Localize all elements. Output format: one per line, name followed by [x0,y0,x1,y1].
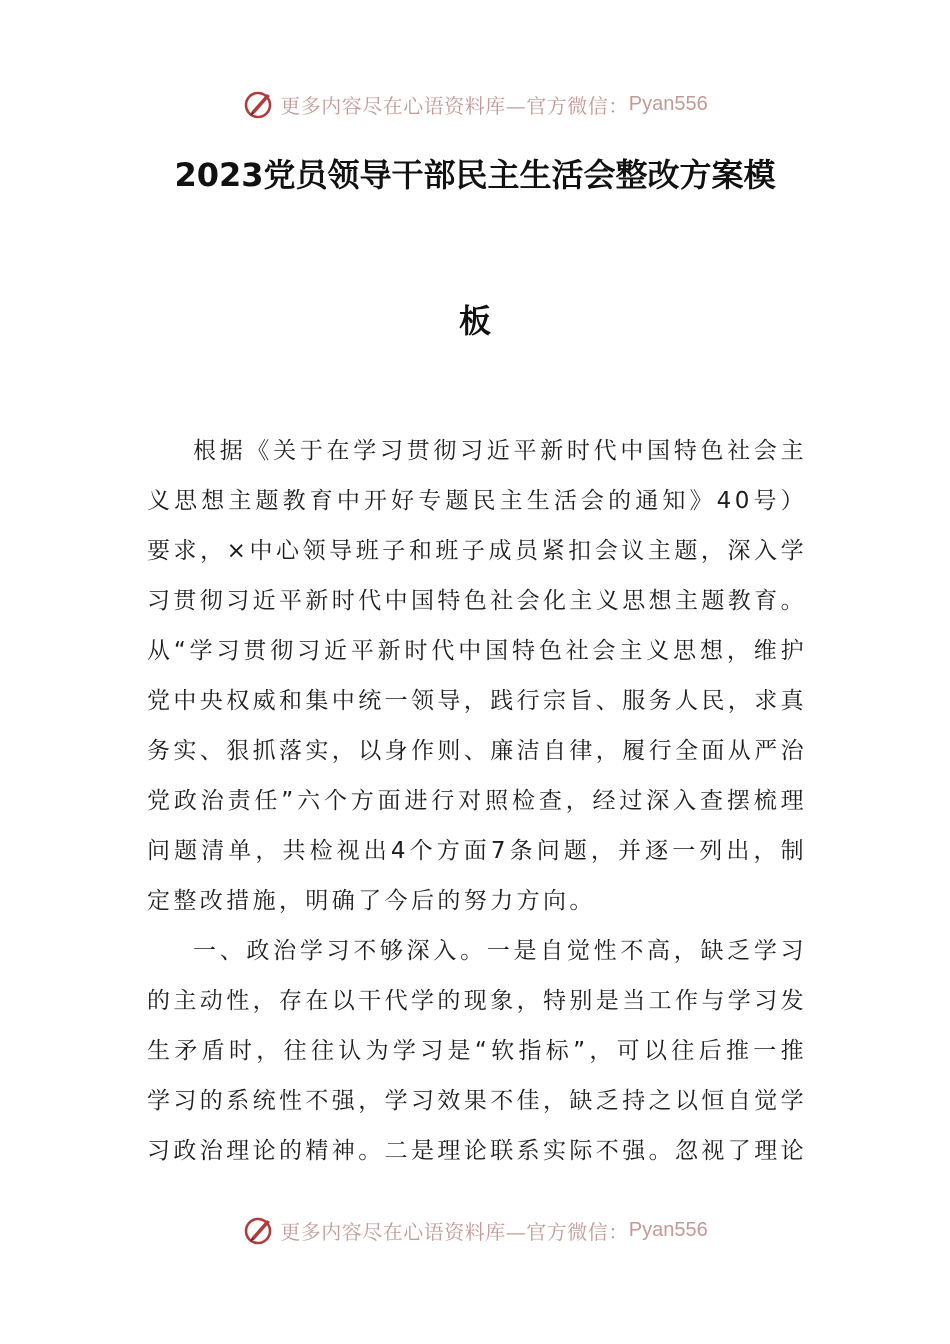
header-wechat-id: Pyan556 [628,92,708,115]
document-title-line-1: 2023党员领导干部民主生活会整改方案模 [174,156,776,194]
body-paragraph-section-1: 一、政治学习不够深入。一是自觉性不高，缺乏学习的主动性，存在以干代学的现象，特别是当工作与学习发生矛盾时，往往认为学习是“软指标”，可以往后推一推学习的系统性不强，学习效果不佳，缺乏持之以恒自觉学习政治理论的精神。二是理论联系实际不强。忽视了理论 [147,938,807,1164]
pen-circle-logo-icon [242,87,276,121]
footer-watermark-banner [0,1208,950,1252]
document-body [147,426,807,1176]
header-watermark-text: 更多内容尽在心语资料库—官方微信： [280,93,629,118]
body-paragraph-intro: 根据《关于在学习贯彻习近平新时代中国特色社会主义思想主题教育中开好专题民主生活会的通知》40号）要求，×中心领导班子和班子成员紧扣会议主题，深入学习贯彻习近平新时代中国特色社会化主义思想主题教育。从“学习贯彻习近平新时代中国特色社会主义思想，维护党中央权威和集中统一领导，践行宗旨、服务人民，求真务实、狠抓落实，以身作则、廉洁自律，履行全面从严治党政治责任”六个方面进行对照检查，经过深入查摆梳理问题清单，共检视出4个方面7条问题，并逐一列出，制定整改措施，明确了今后的努力方向。 [147,438,807,914]
pen-circle-logo-icon [242,1213,276,1247]
footer-wechat-id: Pyan556 [628,1218,708,1241]
footer-watermark-text: 更多内容尽在心语资料库—官方微信： [280,1219,629,1244]
header-watermark-banner [0,82,950,126]
document-title-line-2: 板 [458,302,491,340]
